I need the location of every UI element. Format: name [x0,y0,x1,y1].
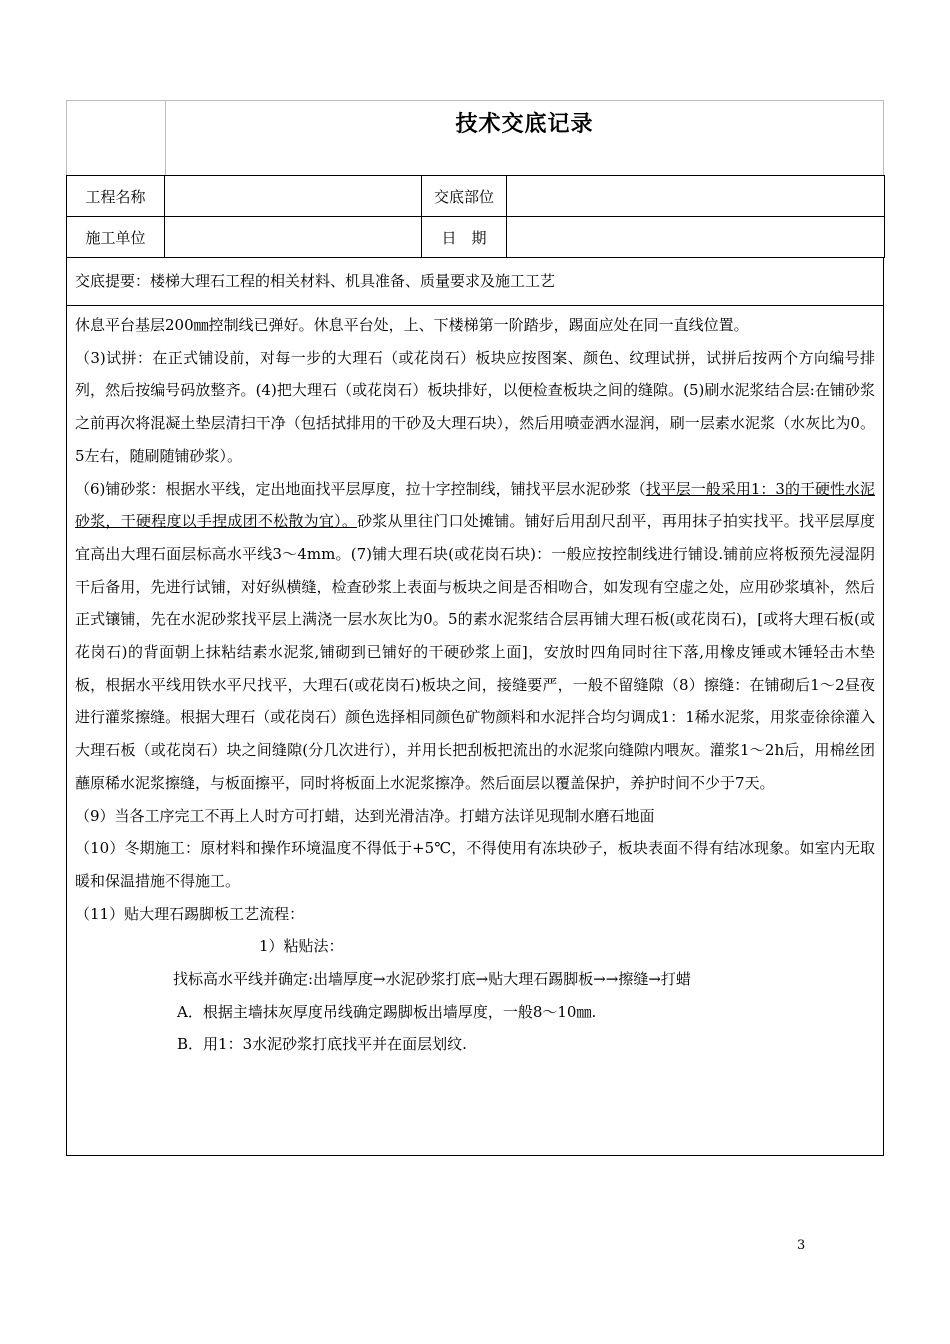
disclosure-part-field[interactable] [507,176,885,217]
body-paragraph: 1）粘贴法： [259,937,344,956]
document-title: 技术交底记录 [455,112,594,137]
date-label: 日 期 [422,217,507,258]
project-info-table [66,175,885,258]
disclosure-body [66,306,884,1156]
body-text: （6)铺砂浆：根据水平线，定出地面找平层厚度，拉十字控制线，铺找平层水泥砂浆（ [75,479,646,498]
body-paragraph: （10）冬期施工：原材料和操作环境温度不得低于+5℃，不得使用有冻块砂子，板块表面不得有结冰现象。如室内无取暖和保温措施不得施工。 [75,839,875,890]
table-row [67,176,885,217]
table-row [67,217,885,258]
body-paragraph: （11）贴大理石踢脚板工艺流程： [75,904,305,923]
construction-unit-field[interactable] [165,217,422,258]
underlined-text: 找平层一般采用1：3的干硬性水泥砂浆，干硬程度以手捏成团不松散为宜）。 [75,479,875,531]
body-text: 砂浆从里往门口处摊铺。铺好后用刮尺刮平，再用抹子拍实找平。找平层厚度宜高出大理石面层标高水平线3～4mm。(7)铺大理石块(或花岗石块)：一般应按控制线进行铺设.铺前应将板预先浸湿阴干后备用，先进行试铺，对好纵横缝，检查砂浆上表面与板块之间是否相吻合，如发现有空虚之处，应用砂浆填补，然后正式镶铺，先在水泥砂浆找平层上满浇一层水灰比为0。5的素水泥浆结合层再铺大理石板(或花岗石)，[或将大理石板(或花岗石)的背面朝上抹粘结素水泥浆,铺砌到已铺好的干硬砂浆上面]，安放时四角同时往下落,用橡皮锤或木锤轻击木垫板，根据水平线用铁水平尺找平，大理石(或花岗石)板块之间，接缝要严，一般不留缝隙（8）擦缝：在铺砌后1～2昼夜进行灌浆擦缝。根据大理石（或花岗石）颜色选择相同颜色矿物颜料和水泥拌合均匀调成1：1稀水泥浆，用浆壶徐徐灌入大理石板（或花岗石）块之间缝隙(分几次进行），并用长把刮板把流出的水泥浆向缝隙内喂灰。灌浆1～2h后，用棉丝团蘸原稀水泥浆擦缝，与板面擦平，同时将板面上水泥浆擦净。然后面层以覆盖保护，养护时间不少于7天。 [75,512,875,792]
construction-unit-label: 施工单位 [67,217,165,258]
project-name-label: 工程名称 [67,176,165,217]
title-row [66,100,884,175]
body-paragraph: （9）当各工序完工不再上人时方可打蜡，达到光滑洁净。打蜡方法详见现制水磨石地面 [75,806,655,825]
body-paragraph: B．用1：3水泥砂浆打底找平并在面层划纹. [177,1035,467,1054]
body-paragraph: （3)试拼：在正式铺设前，对每一步的大理石（或花岗石）板块应按图案、颜色、纹理试拼，试拼后按两个方向编号排列，然后按编号码放整齐。(4)把大理石（或花岗石）板块排好，以便检查板块之间的缝隙。(5)刷水泥浆结合层:在铺砂浆之前再次将混凝土垫层清扫干净（包括拭排用的干砂及大理石块），然后用喷壶洒水湿润，刷一层素水泥浆（水灰比为0。5左右，随刷随铺砂浆）。 [75,348,875,465]
body-paragraph: A．根据主墙抹灰厚度吊线确定踢脚板出墙厚度，一般8～10㎜. [177,1002,597,1021]
logo-cell [67,101,166,175]
project-name-field[interactable] [165,176,422,217]
disclosure-record-form [66,100,884,1156]
page-number: 3 [797,1238,806,1253]
disclosure-part-label: 交底部位 [422,176,507,217]
body-paragraph [75,473,875,800]
body-paragraph: 找标高水平线并确定:出墙厚度→水泥砂浆打底→贴大理石踢脚板→→擦缝→打蜡 [173,970,691,989]
date-field[interactable] [507,217,885,258]
body-paragraph: 休息平台基层200㎜控制线已弹好。休息平台处，上、下楼梯第一阶踏步，踢面应处在同一直线位置。 [75,316,749,334]
disclosure-summary: 交底提要：楼梯大理石工程的相关材料、机具准备、质量要求及施工工艺 [66,258,884,306]
